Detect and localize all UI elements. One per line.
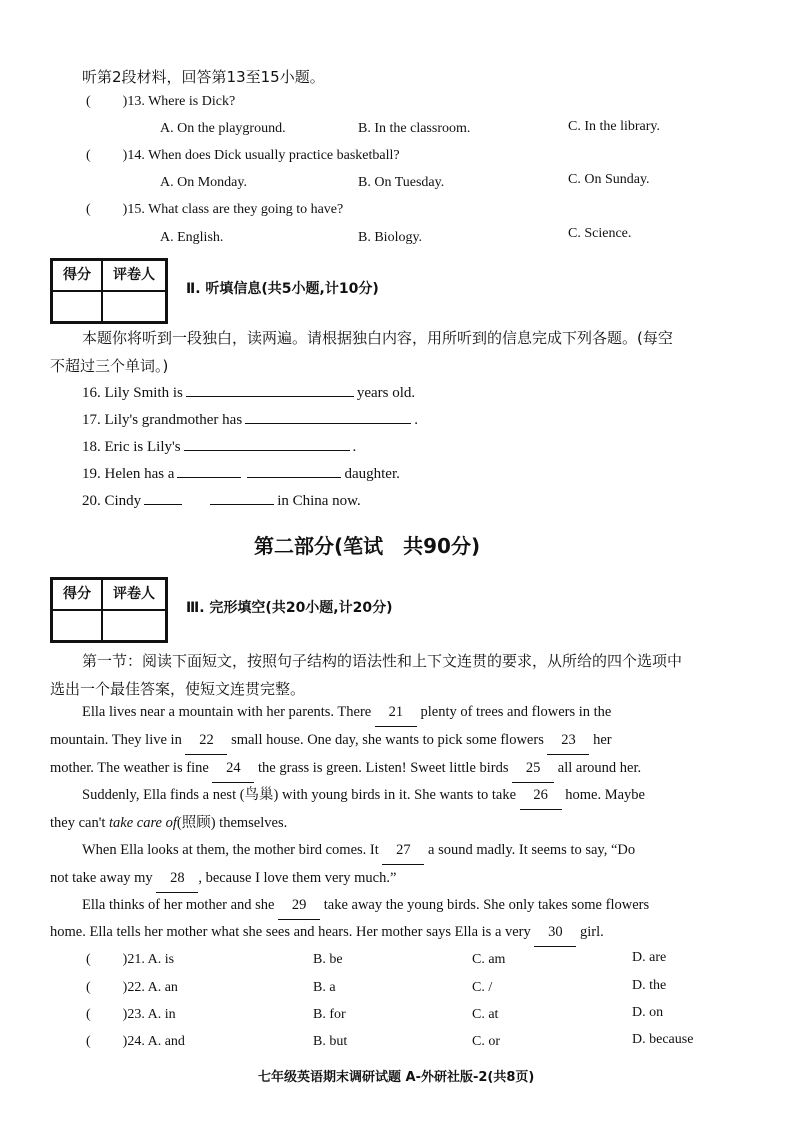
passage-line-1: Ella lives near a mountain with her parents. There 21 plenty of trees and flowers in the	[82, 698, 611, 727]
question-15: ( )15. What class are they going to have?	[86, 202, 344, 217]
cloze-blank-24[interactable]: 24	[212, 754, 254, 783]
cloze-blank-27[interactable]: 27	[382, 836, 424, 865]
cloze-blank-29[interactable]: 29	[278, 891, 320, 920]
listening-intro: 听第2段材料，回答第13至15小题。	[82, 68, 325, 86]
question-stem: What class are they going to have?	[148, 202, 344, 217]
option-21b: B. be	[313, 952, 343, 967]
section3-title: Ⅲ. 完形填空(共20小题,计20分)	[186, 600, 393, 616]
section2-title: Ⅱ. 听填信息(共5小题,计10分)	[186, 281, 379, 297]
option-row-23: ( )23. A. in	[86, 1007, 176, 1022]
cloze-blank-22[interactable]: 22	[185, 726, 227, 755]
answer-blank[interactable]	[210, 503, 274, 505]
section2-instruction-1: 本题你将听到一段独白，读两遍。请根据独白内容，用所听到的信息完成下列各题。(每空	[82, 329, 673, 347]
passage-line-5: they can't take care of(照顾) themselves.	[50, 815, 288, 831]
section3-instruction-2: 选出一个最佳答案，使短文连贯完整。	[50, 680, 306, 698]
answer-paren[interactable]: (	[86, 148, 91, 163]
passage-line-4: Suddenly, Ella finds a nest (鸟巢) with young birds in it. She wants to take 26 home. Maybe	[82, 781, 645, 810]
option-13b: B. In the classroom.	[358, 121, 471, 136]
option-23c: C. at	[472, 1007, 499, 1022]
option-15c: C. Science.	[568, 226, 632, 241]
passage-line-7: not take away my 28 , because I love them very much.”	[50, 864, 396, 893]
option-14b: B. On Tuesday.	[358, 175, 445, 190]
cloze-blank-23[interactable]: 23	[547, 726, 589, 755]
fill-item-19: 19. Helen has a daughter.	[82, 466, 400, 482]
option-row-21: ( )21. A. is	[86, 952, 175, 967]
option-21d: D. are	[632, 950, 667, 965]
page-footer: 七年级英语期末调研试题 A-外研社版-2(共8页)	[258, 1070, 535, 1085]
option-22b: B. a	[313, 980, 336, 995]
answer-paren[interactable]: (	[86, 980, 91, 995]
cloze-blank-30[interactable]: 30	[534, 918, 576, 947]
score-field[interactable]	[52, 610, 102, 641]
option-23d: D. on	[632, 1005, 664, 1020]
part-two-title: 第二部分(笔试 共90分)	[254, 534, 481, 558]
question-stem: Where is Dick?	[148, 94, 236, 109]
answer-blank[interactable]	[186, 395, 354, 397]
answer-paren[interactable]: (	[86, 94, 91, 109]
answer-blank[interactable]	[177, 476, 241, 478]
passage-line-2: mountain. They live in 22 small house. One day, she wants to pick some flowers 23 her	[50, 726, 612, 755]
option-23b: B. for	[313, 1007, 346, 1022]
answer-blank[interactable]	[247, 476, 341, 478]
grader-field[interactable]	[102, 291, 166, 322]
cloze-blank-25[interactable]: 25	[512, 754, 554, 783]
fill-item-17: 17. Lily's grandmother has .	[82, 412, 418, 428]
option-22d: D. the	[632, 978, 667, 993]
option-15b: B. Biology.	[358, 230, 423, 245]
answer-paren[interactable]: (	[86, 202, 91, 217]
option-14a: A. On Monday.	[160, 175, 247, 190]
option-13a: A. On the playground.	[160, 121, 286, 136]
section2-instruction-2: 不超过三个单词。)	[50, 357, 169, 375]
passage-line-9: home. Ella tells her mother what she sees and hears. Her mother says Ella is a very 30 girl.	[50, 918, 604, 947]
fill-item-16: 16. Lily Smith is years old.	[82, 385, 416, 401]
question-14: ( )14. When does Dick usually practice basketball?	[86, 148, 400, 163]
option-24d: D. because	[632, 1032, 694, 1047]
passage-line-3: mother. The weather is fine 24 the grass is green. Listen! Sweet little birds 25 all around her.	[50, 754, 641, 783]
section3-instruction-1: 第一节：阅读下面短文，按照句子结构的语法性和上下文连贯的要求，从所给的四个选项中	[82, 652, 683, 670]
question-stem: When does Dick usually practice basketball?	[148, 148, 400, 163]
grader-field[interactable]	[102, 610, 166, 641]
score-box	[50, 577, 168, 643]
cloze-blank-26[interactable]: 26	[520, 781, 562, 810]
cloze-blank-28[interactable]: 28	[156, 864, 198, 893]
answer-blank[interactable]	[184, 449, 350, 451]
option-22c: C. /	[472, 980, 493, 995]
fill-item-20: 20. Cindy in China now.	[82, 493, 361, 509]
option-24b: B. but	[313, 1034, 348, 1049]
question-13: ( )13. Where is Dick?	[86, 94, 236, 109]
score-field[interactable]	[52, 291, 102, 322]
score-label: 得分	[52, 579, 102, 610]
cloze-blank-21[interactable]: 21	[375, 698, 417, 727]
answer-paren[interactable]: (	[86, 1034, 91, 1049]
score-box	[50, 258, 168, 324]
answer-blank[interactable]	[245, 422, 411, 424]
score-label: 得分	[52, 260, 102, 291]
fill-item-18: 18. Eric is Lily's .	[82, 439, 357, 455]
option-row-22: ( )22. A. an	[86, 980, 178, 995]
option-24c: C. or	[472, 1034, 500, 1049]
option-13c: C. In the library.	[568, 119, 661, 134]
grader-label: 评卷人	[102, 260, 166, 291]
passage-line-8: Ella thinks of her mother and she 29 take away the young birds. She only takes some flowers	[82, 891, 649, 920]
option-15a: A. English.	[160, 230, 224, 245]
option-row-24: ( )24. A. and	[86, 1034, 185, 1049]
answer-paren[interactable]: (	[86, 1007, 91, 1022]
grader-label: 评卷人	[102, 579, 166, 610]
answer-blank[interactable]	[144, 503, 182, 505]
passage-line-6: When Ella looks at them, the mother bird comes. It 27 a sound madly. It seems to say, “Do	[82, 836, 635, 865]
answer-paren[interactable]: (	[86, 952, 91, 967]
option-14c: C. On Sunday.	[568, 172, 650, 187]
option-21c: C. am	[472, 952, 506, 967]
